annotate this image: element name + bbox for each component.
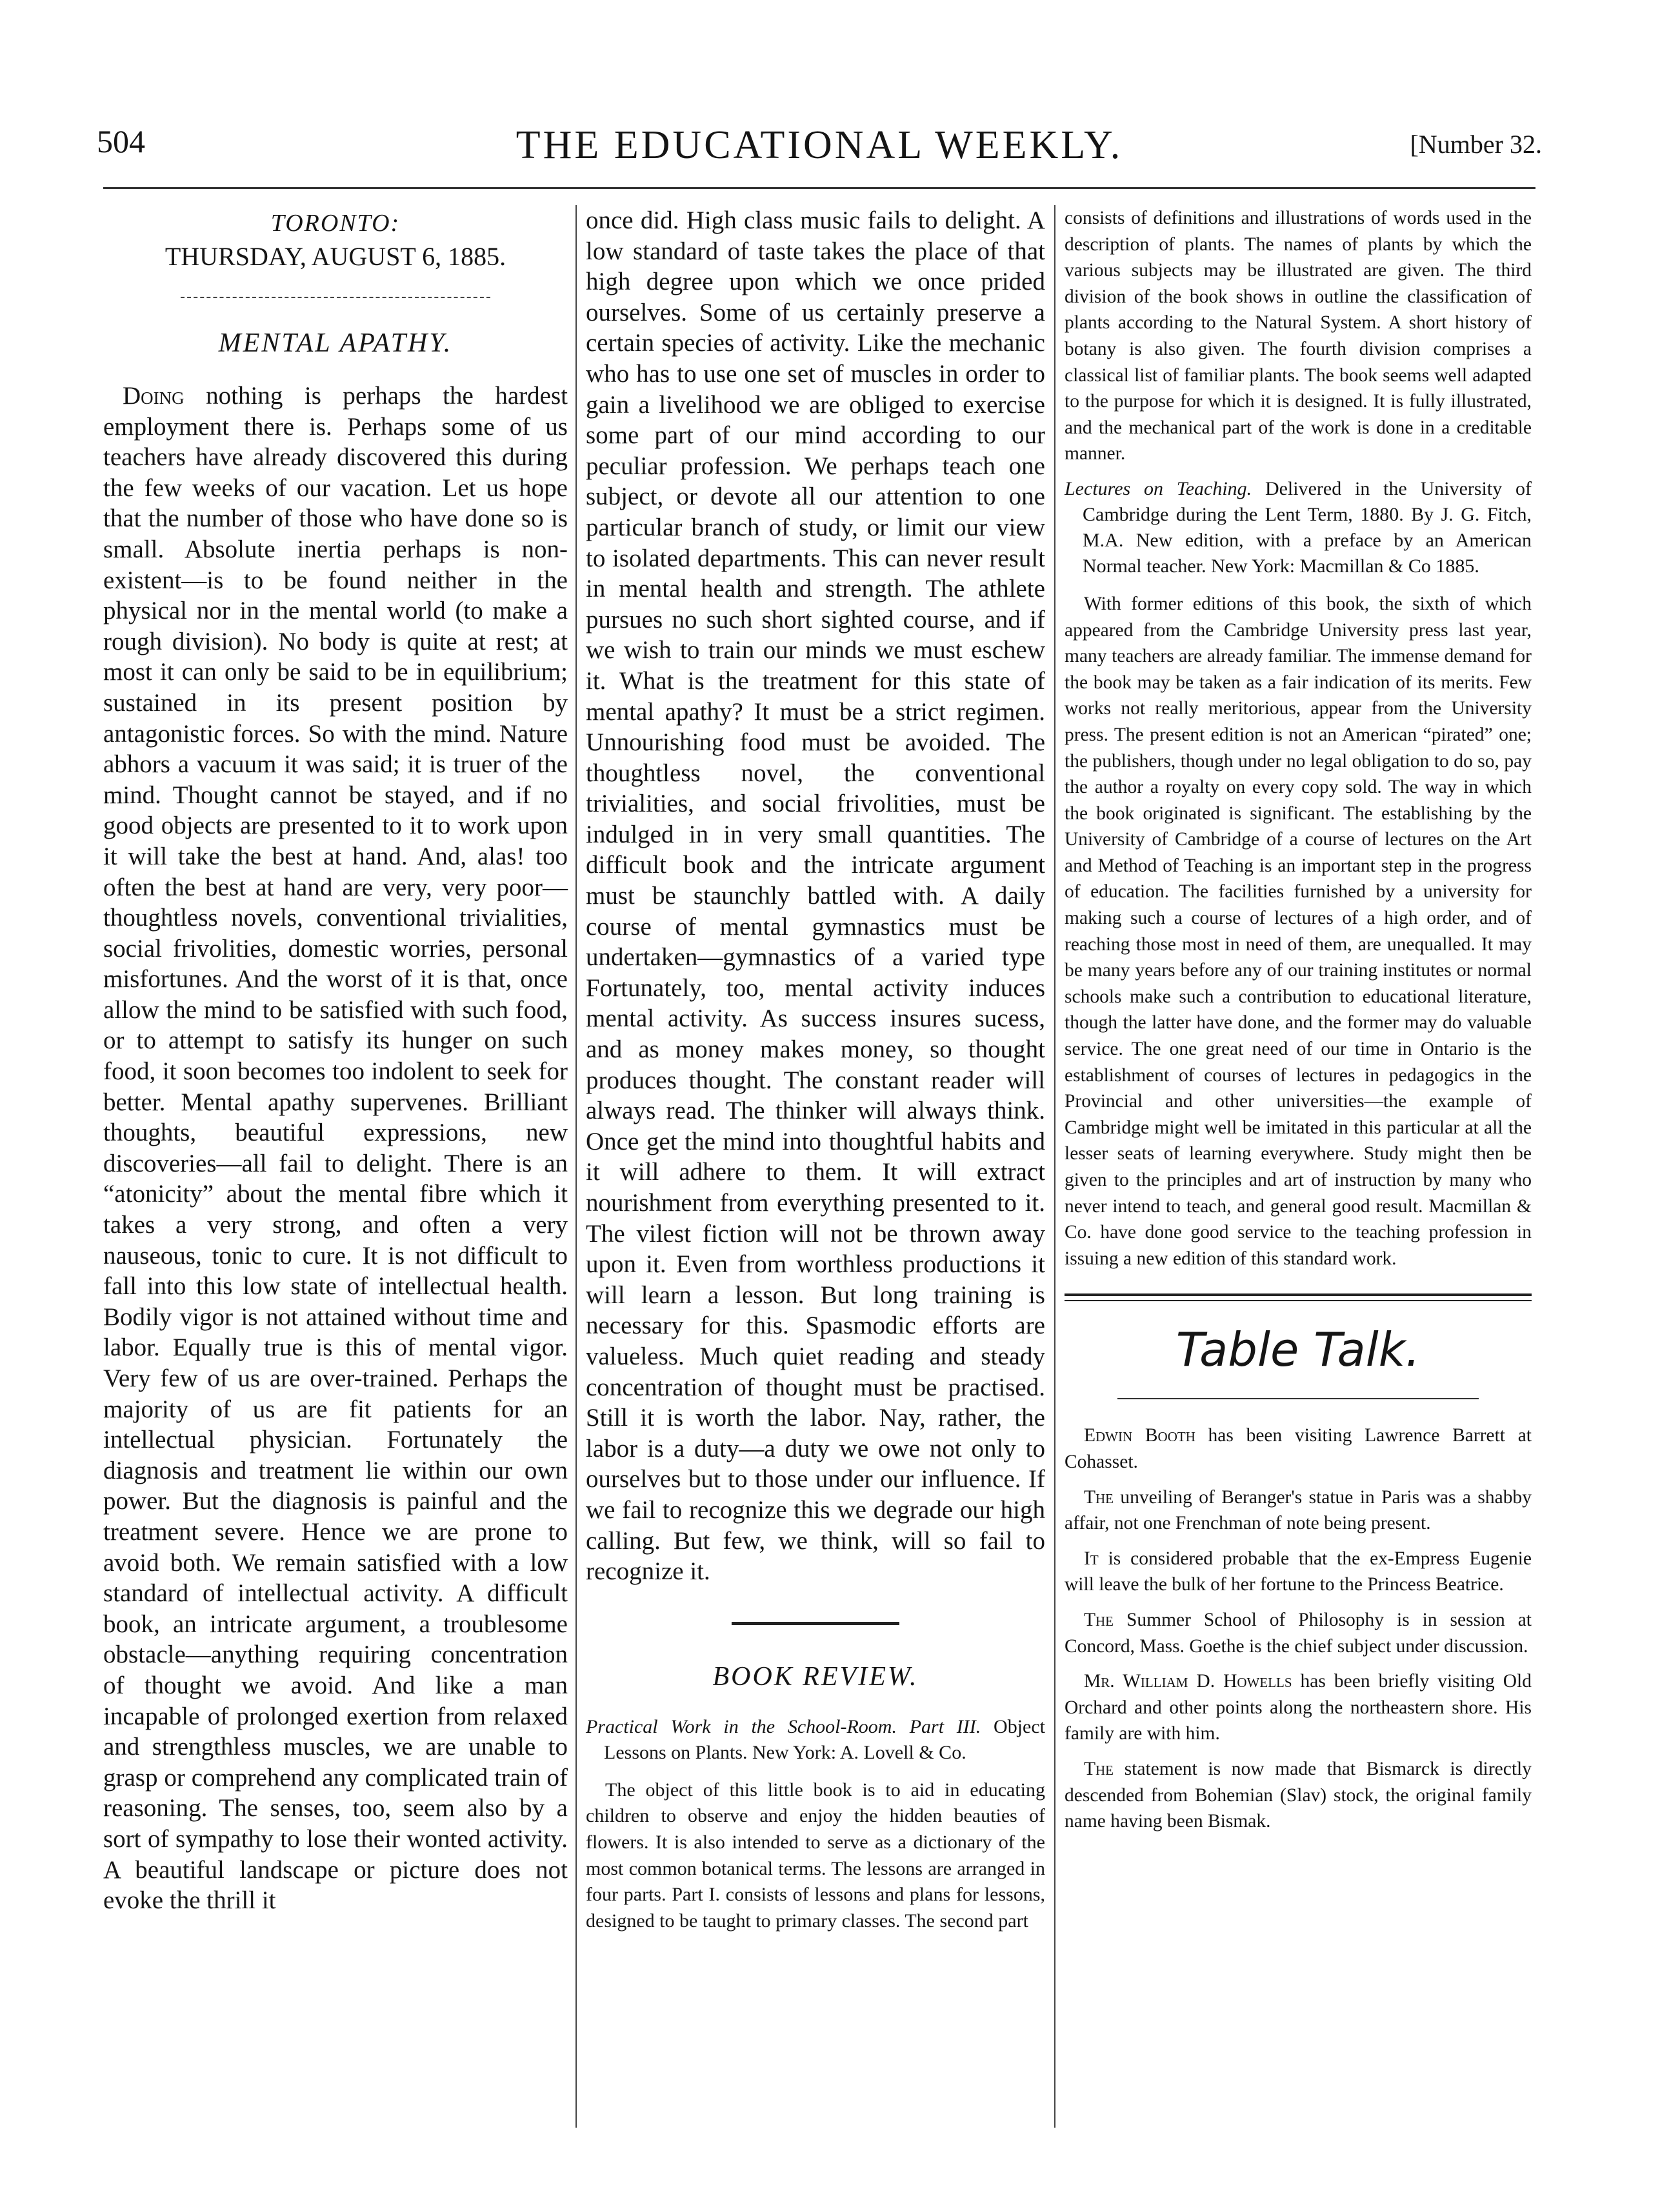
table-talk-item <box>1065 1423 1532 1475</box>
item-text: is considered probable that the ex-Empress Eugenie will leave the bulk of her fortune to the Princess Beatrice. <box>1065 1548 1532 1595</box>
book-details: Object Lessons on Plants. New York: A. Lovell & Co. <box>604 1715 1045 1763</box>
article-title: MENTAL APATHY. <box>218 328 453 358</box>
book-details: Delivered in the University of Cambridge during the Lent Term, 1880. By J. G. Fitch, M.A. New edition, with a preface by an American Normal teacher. New York: Macmillan & Co 1885. <box>1083 477 1532 577</box>
item-text: statement is now made that Bismarck is directly descended from Bohemian (Slav) stock, the original family name having been Bismak. <box>1065 1758 1532 1832</box>
header-rule <box>103 187 1535 189</box>
item-lead: Edwin Booth <box>1084 1425 1195 1446</box>
table-talk-item <box>1065 1607 1532 1659</box>
table-talk-item <box>1065 1546 1532 1598</box>
book-review-title: BOOK REVIEW. <box>712 1661 919 1692</box>
issue-number: [Number 32. <box>1410 130 1542 159</box>
article-paragraph <box>103 381 568 1916</box>
item-lead: The <box>1084 1758 1114 1779</box>
column-1 <box>103 205 568 1916</box>
item-lead: The <box>1084 1486 1114 1508</box>
table-talk-list <box>1065 1423 1532 1834</box>
table-talk-item <box>1065 1668 1532 1747</box>
table-talk-rule <box>1117 1398 1479 1399</box>
page-header <box>97 123 1542 181</box>
review-text: With former editions of this book, the sixth of which appeared from the Cambridge University press last year, many teachers are already familiar. The immense demand for the book may be taken as a fair indication of its merits. Few works not really meritorious, appear from the University press. The present edition is not an American “pirated” one; the publishers, though under no legal obligation to do so, pay the author a royalty on every copy sold. The way in which the book originated is significant. The establishing by the University of Cambridge of a course of lectures on the Art and Method of Teaching is an important step in the progress of education. The facilities furnished by a university for making such a course of lectures of a high order, and of reaching those most in need of them, are unequalled. It may be many years before any of our training institutes or normal schools make such a contribution to educational literature, though the latter have done, and the former may do valuable service. The one great need of our time in Ontario is the establishment of courses of lectures in pedagogics in the Provincial and other universities—the example of Cambridge might well be imitated in this particular at all the lesser seats of learning everywhere. Study might then be given to the principles and art of instruction by many who never intend to teach, and general good result. Macmillan & Co. have done good service to the teaching profession in issuing a new edition of this standard work. <box>1065 593 1532 1269</box>
article-text: nothing is perhaps the hardest employment there is. Perhaps some of us teachers have already discovered this during the few weeks of our vacation. Let us hope that the number of those who have done so is small. Absolute inertia perhaps is non-existent—is to be found neither in the physical nor in the mental world (to make a rough division). No body is quite at rest; at most it can only be said to be in equilibrium; sustained in its present position by antagonistic forces. So with the mind. Nature abhors a vacuum it was said; it is truer of the mind. Thought cannot be stayed, and if no good objects are presented to it to work upon it will take the best at hand. And, alas! too often the best at hand are very, very poor—thoughtless novels, conventional trivialities, social frivolities, domestic worries, personal misfortunes. And the worst of it is that, once allow the mind to be satisfied with such food, or to attempt to satisfy its hunger on such food, it soon becomes too indolent to seek for better. Mental apathy supervenes. Brilliant thoughts, beautiful expressions, new discoveries—all fail to delight. There is an “atonicity” about the mental fibre which it takes a very strong, and often a very nauseous, tonic to cure. It is not difficult to fall into this low state of intellectual health. Bodily vigor is not attained without time and labor. Equally true is this of mental vigor. Very few of us are over-trained. Perhaps the majority of us are fit patients for an intellectual physician. Fortunately the diagnosis and treatment lie within our own power. But the diagnosis is painful and the treatment severe. Hence we are prone to avoid both. We remain satisfied with a low standard of intellectual activity. A difficult book, an intricate argument, a troublesome obstacle—anything requiring concentration of thought we avoid. And like a man incapable of prolonged exertion from relaxed and strengthless muscles, we are unable to grasp or comprehend any complicated train of reasoning. The senses, too, seem also by a sort of sympathy to lose their wonted activity. A beautiful landscape or picture does not evoke the thrill it <box>103 382 568 1915</box>
dateline-city: TORONTO: <box>270 210 401 237</box>
book-title: Practical Work in the School-Room. Part III. <box>586 1715 981 1737</box>
dateline-date: THURSDAY, AUGUST 6, 1885. <box>165 242 506 271</box>
review-text: The object of this little book is to aid in educating children to observe and enjoy the hidden beauties of flowers. It is also intended to serve as a dictionary of the most common botanical terms. The lessons are arranged in four parts. Part I. consists of lessons and plans for lessons, designed to be taught to primary classes. The second part <box>586 1779 1045 1932</box>
item-text: unveiling of Beranger's statue in Paris was a shabby affair, not one Frenchman of note being present. <box>1065 1486 1532 1534</box>
section-ornament <box>732 1622 899 1625</box>
item-lead: Mr. William D. Howells <box>1084 1671 1292 1692</box>
section-rule <box>1065 1293 1532 1301</box>
item-text: Summer School of Philosophy is in session at Concord, Mass. Goethe is the chief subject under discussion. <box>1065 1609 1532 1657</box>
book-title: Lectures on Teaching. <box>1065 477 1252 499</box>
item-lead: It <box>1084 1548 1099 1569</box>
table-talk-title: Table Talk. <box>1175 1323 1421 1377</box>
review-continuation: consists of definitions and illustrations of words used in the description of plants. The names of plants by which the various subjects may be illustrated are given. The third division of the book shows in outline the classification of plants according to the Natural System. A short history of botany is also given. The fourth division comprises a classical list of familiar plants. The book seems well adapted to the purpose for which it is designed. It is fully illustrated, and the mechanical part of the work is done in a creditable manner. <box>1065 208 1532 464</box>
book-entry-2 <box>1065 476 1532 579</box>
dateline-rule <box>181 297 490 298</box>
column-divider <box>575 205 577 2128</box>
table-talk-item <box>1065 1484 1532 1537</box>
column-3 <box>1065 205 1532 1844</box>
table-talk-item <box>1065 1756 1532 1835</box>
column-divider <box>1054 205 1055 2128</box>
column-2 <box>586 205 1045 1934</box>
journal-title: THE EDUCATIONAL WEEKLY. <box>515 123 1123 167</box>
page-number: 504 <box>97 123 145 159</box>
item-lead: The <box>1084 1609 1114 1630</box>
article-continuation: once did. High class music fails to delight. A low standard of taste takes the place of that high degree upon which we once prided ourselves. Some of us certainly preserve a certain species of activity. Like the mechanic who has to use one set of muscles in order to gain a livelihood we are obliged to exercise some part of our mind according to our peculiar profession. We perhaps teach one subject, or devote all our attention to one particular branch of study, or limit our view to isolated departments. This can never result in mental health and strength. The athlete pursues no such short sighted course, and if we wish to train our minds we must eschew it. What is the treatment for this state of mental apathy? It must be a strict regimen. Unnourishing food must be avoided. The thoughtless novel, the conventional trivialities, and social frivolities, must be indulged in in very small quantities. The difficult book and the intricate argument must be staunchly battled with. A daily course of mental gymnastics must be undertaken—gymnastics of a varied type Fortunately, too, mental activity induces mental activity. As success insures sucess, and as money makes money, so thought produces thought. The constant reader will always read. The thinker will always think. Once get the mind into thoughtful habits and it will adhere to them. It will extract nourishment from everything presented to it. The vilest fiction will not be thrown away upon it. Even from worthless productions it will learn a lesson. But long training is necessary for this. Spasmodic efforts are valueless. Much quiet reading and steady concentration of thought must be practised. Still it is worth the labor. Nay, rather, the labor is a duty—a duty we owe not only to ourselves but to those under our influence. If we fail to recognize this we degrade our high calling. But few, we think, will so fail to recognize it. <box>586 206 1045 1586</box>
book-entry-1 <box>586 1714 1045 1766</box>
item-text: has been briefly visiting Old Orchard and other points along the northeastern shore. His family are with him. <box>1065 1671 1532 1744</box>
article-initial-word: Doing <box>123 382 185 410</box>
item-text: has been visiting Lawrence Barrett at Cohasset. <box>1065 1425 1532 1472</box>
